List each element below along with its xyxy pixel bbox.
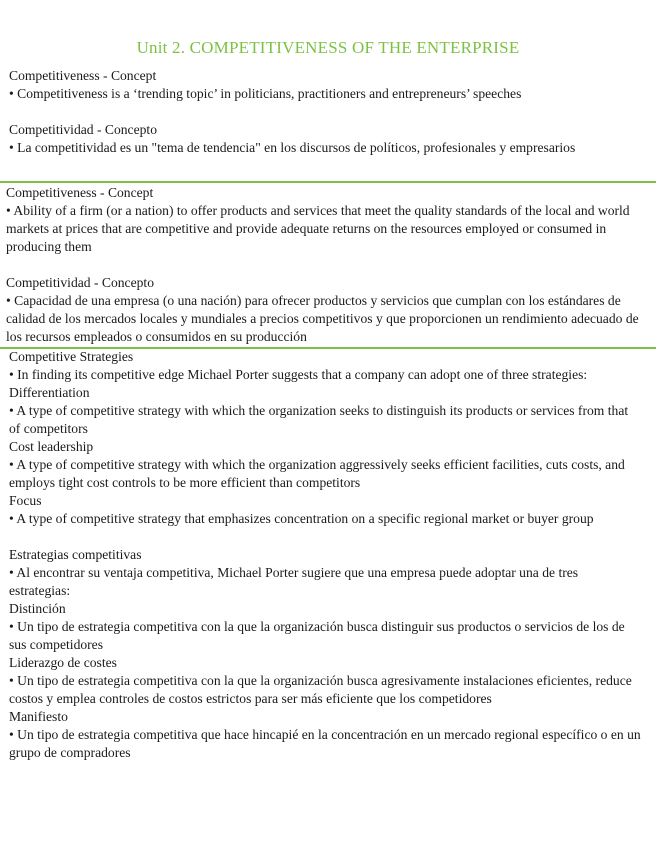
section-3-en-heading: Competitive Strategies bbox=[9, 349, 134, 364]
divider-1 bbox=[0, 181, 656, 183]
section-3-en-intro: • In finding its competitive edge Michael Porter suggests that a company can adopt one of three strategies: bbox=[9, 367, 588, 382]
section-2-es-text: • Capacidad de una empresa (o una nación) para ofrecer productos y servicios que cumplan con los estándares de calidad de los mercados locales y mundiales a precios competitivos y que proporcionen un rendimiento adecuado de los recursos empleados o consumidos en su producción bbox=[6, 293, 639, 344]
section-2-en-heading: Competitiveness - Concept bbox=[6, 185, 154, 200]
strategy-name: Cost leadership bbox=[9, 439, 94, 454]
strategy-text: • Un tipo de estrategia competitiva con la que la organización busca distinguir sus productos o servicios de los de sus competidores bbox=[9, 619, 625, 652]
section-2-en-text: • Ability of a firm (or a nation) to offer products and services that meet the quality standards of the local and world markets at prices that are competitive and provide adequate returns on the resources employed or consumed in producing them bbox=[6, 203, 630, 254]
strategy-name: Differentiation bbox=[9, 385, 90, 400]
strategy-text: • A type of competitive strategy with which the organization seeks to distinguish its products or services from that of competitors bbox=[9, 403, 629, 436]
strategy-name: Focus bbox=[9, 493, 42, 508]
strategy-text: • Un tipo de estrategia competitiva con la que la organización busca agresivamente instalaciones eficientes, reduce costos y emplea controles de costos estrictos para ser más eficiente que los competidores bbox=[9, 673, 632, 706]
strategy-text: • A type of competitive strategy that emphasizes concentration on a specific regional market or buyer group bbox=[9, 511, 594, 526]
section-1 bbox=[9, 67, 642, 157]
section-3-es-intro: • Al encontrar su ventaja competitiva, Michael Porter sugiere que una empresa puede adoptar una de tres estrategias: bbox=[9, 565, 579, 598]
strategy-text: • Un tipo de estrategia competitiva que hace hincapié en la concentración en un mercado regional específico o en un grupo de compradores bbox=[9, 727, 641, 760]
strategy-name: Distinción bbox=[9, 601, 66, 616]
section-3 bbox=[9, 348, 642, 762]
section-1-en-text: • Competitiveness is a ‘trending topic’ in politicians, practitioners and entrepreneurs’ speeches bbox=[9, 86, 522, 101]
strategy-text: • A type of competitive strategy with which the organization aggressively seeks efficient facilities, cuts costs, and employs tight cost controls to be more efficient than competitors bbox=[9, 457, 625, 490]
strategy-name: Liderazgo de costes bbox=[9, 655, 117, 670]
section-2 bbox=[6, 184, 642, 346]
section-1-es-text: • La competitividad es un "tema de tendencia" en los discursos de políticos, profesionales y empresarios bbox=[9, 140, 576, 155]
section-1-en-heading: Competitiveness - Concept bbox=[9, 68, 157, 83]
section-2-es-heading: Competitividad - Concepto bbox=[6, 275, 154, 290]
section-1-es-heading: Competitividad - Concepto bbox=[9, 122, 157, 137]
page-title: Unit 2. COMPETITIVENESS OF THE ENTERPRISE bbox=[136, 38, 520, 57]
section-3-es-heading: Estrategias competitivas bbox=[9, 547, 142, 562]
strategy-name: Manifiesto bbox=[9, 709, 68, 724]
